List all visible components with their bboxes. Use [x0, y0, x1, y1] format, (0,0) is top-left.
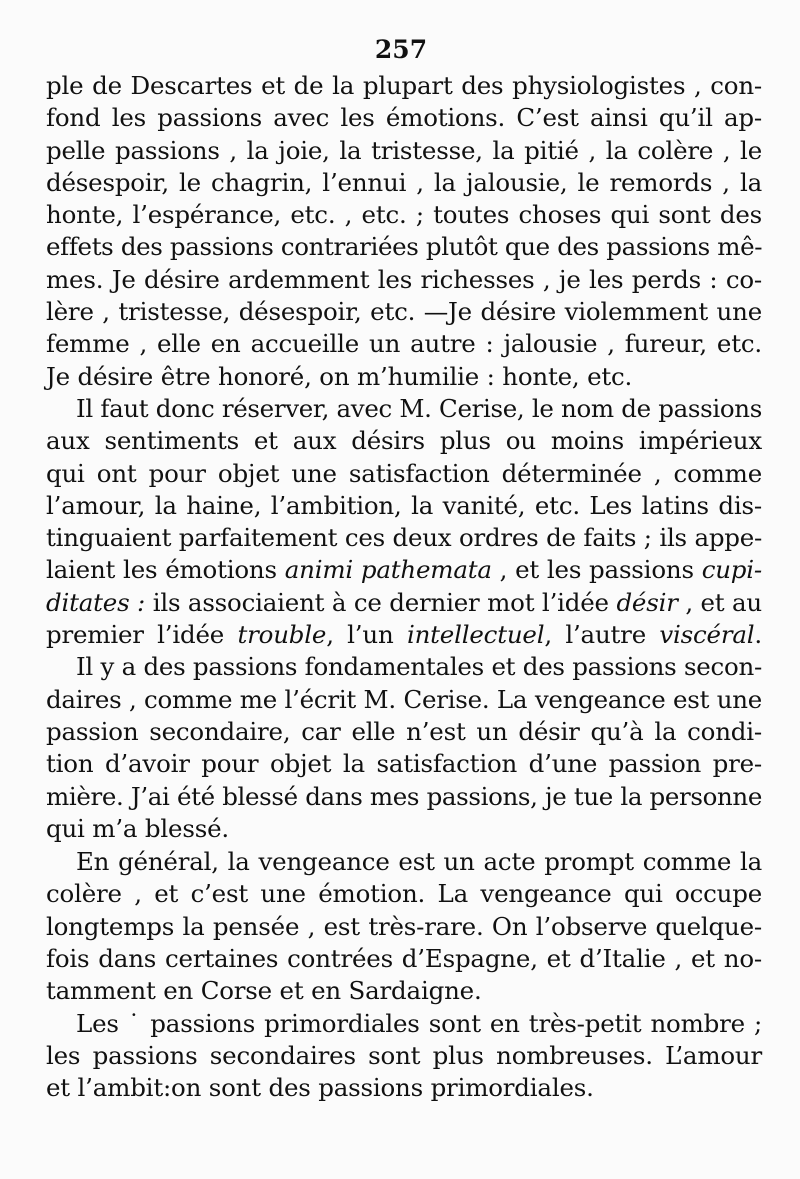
- text-segment: , l’autre: [544, 620, 660, 650]
- text-line: désespoir, le chagrin, l’ennui , la jalousie, le remords , la: [46, 167, 762, 197]
- text-line: qui ont pour objet une satisfaction déterminée , comme: [46, 458, 762, 488]
- paragraph-5: [46, 1008, 762, 1105]
- text-line: fois dans certaines contrées d’Espagne, et d’Italie , et no-: [46, 944, 762, 974]
- italic-text: viscéral: [659, 620, 755, 650]
- text-line: Les ˙ passions primordiales sont en très-petit nombre ;: [76, 1008, 762, 1038]
- text-segment: ils associaient à ce dernier mot l’idée: [145, 587, 617, 617]
- text-line: et l’ambit:on sont des passions primordiales.: [46, 1073, 594, 1103]
- text-line: tamment en Corse et en Sardaigne.: [46, 976, 482, 1006]
- text-segment: , l’un: [326, 620, 407, 650]
- text-line: daires , comme me l’écrit M. Cerise. La vengeance est une: [46, 684, 763, 714]
- text-line: En général, la vengeance est un acte prompt comme la: [76, 847, 762, 877]
- paragraph-4: [46, 846, 762, 1007]
- paragraph-2: [46, 393, 762, 651]
- text-line: [46, 619, 762, 651]
- text-line: l’amour, la haine, l’ambition, la vanité, etc. Les latins dis-: [46, 490, 762, 520]
- page-number: 257: [374, 35, 428, 64]
- text-line: [46, 587, 762, 619]
- italic-text: animi pathemata: [284, 555, 492, 585]
- text-line: [46, 554, 762, 586]
- text-line: aux sentiments et aux désirs plus ou moins impérieux: [46, 426, 762, 456]
- text-line: pelle passions , la joie, la tristesse, la pitié , la colère , le: [46, 135, 762, 165]
- italic-text: cupi-: [701, 555, 762, 585]
- paragraph-1: [46, 70, 762, 393]
- paragraph-3: [46, 651, 762, 845]
- text-line: mes. Je désire ardemment les richesses , je les perds : co-: [46, 264, 762, 294]
- text-line: femme , elle en accueille un autre : jalousie , fureur, etc.: [46, 329, 762, 359]
- italic-text: désir: [616, 587, 678, 617]
- text-segment: , et au: [677, 587, 762, 617]
- text-line: passion secondaire, car elle n’est un désir qu’à la condi-: [46, 716, 762, 746]
- text-line: Je désire être honoré, on m’humilie : honte, etc.: [46, 361, 633, 391]
- italic-text: intellectuel: [406, 620, 545, 650]
- text-segment: .: [754, 620, 762, 650]
- text-line: ple de Descartes et de la plupart des physiologistes , con-: [46, 71, 762, 100]
- text-line: Il y a des passions fondamentales et des passions secon-: [76, 652, 762, 682]
- text-line: mière. J’ai été blessé dans mes passions, je tue la personne: [46, 781, 762, 811]
- text-line: longtemps la pensée , est très-rare. On l’observe quelque-: [46, 911, 762, 941]
- text-line: les passions secondaires sont plus nombreuses. L’amour: [46, 1040, 762, 1070]
- text-segment: , et les passions: [491, 555, 702, 585]
- text-line: colère , et c’est une émotion. La vengeance qui occupe: [46, 879, 762, 909]
- italic-text: trouble: [237, 620, 327, 650]
- italic-text: ditates :: [46, 587, 146, 617]
- text-line: fond les passions avec les émotions. C’est ainsi qu’il ap-: [46, 103, 762, 133]
- text-line: lère , tristesse, désespoir, etc. —Je désire violemment une: [46, 297, 762, 327]
- text-line: tinguaient parfaitement ces deux ordres de faits ; ils appe-: [46, 523, 763, 553]
- text-segment: laient les émotions: [46, 555, 277, 585]
- text-segment: premier l’idée: [46, 620, 238, 650]
- text-line: qui m’a blessé.: [46, 813, 229, 843]
- text-line: tion d’avoir pour objet la satisfaction d’une passion pre-: [46, 749, 762, 779]
- text-line: honte, l’espérance, etc. , etc. ; toutes choses qui sont des: [46, 200, 762, 230]
- text-line: effets des passions contrariées plutôt que des passions mê-: [46, 232, 763, 262]
- text-line: Il faut donc réserver, avec M. Cerise, le nom de passions: [76, 393, 762, 423]
